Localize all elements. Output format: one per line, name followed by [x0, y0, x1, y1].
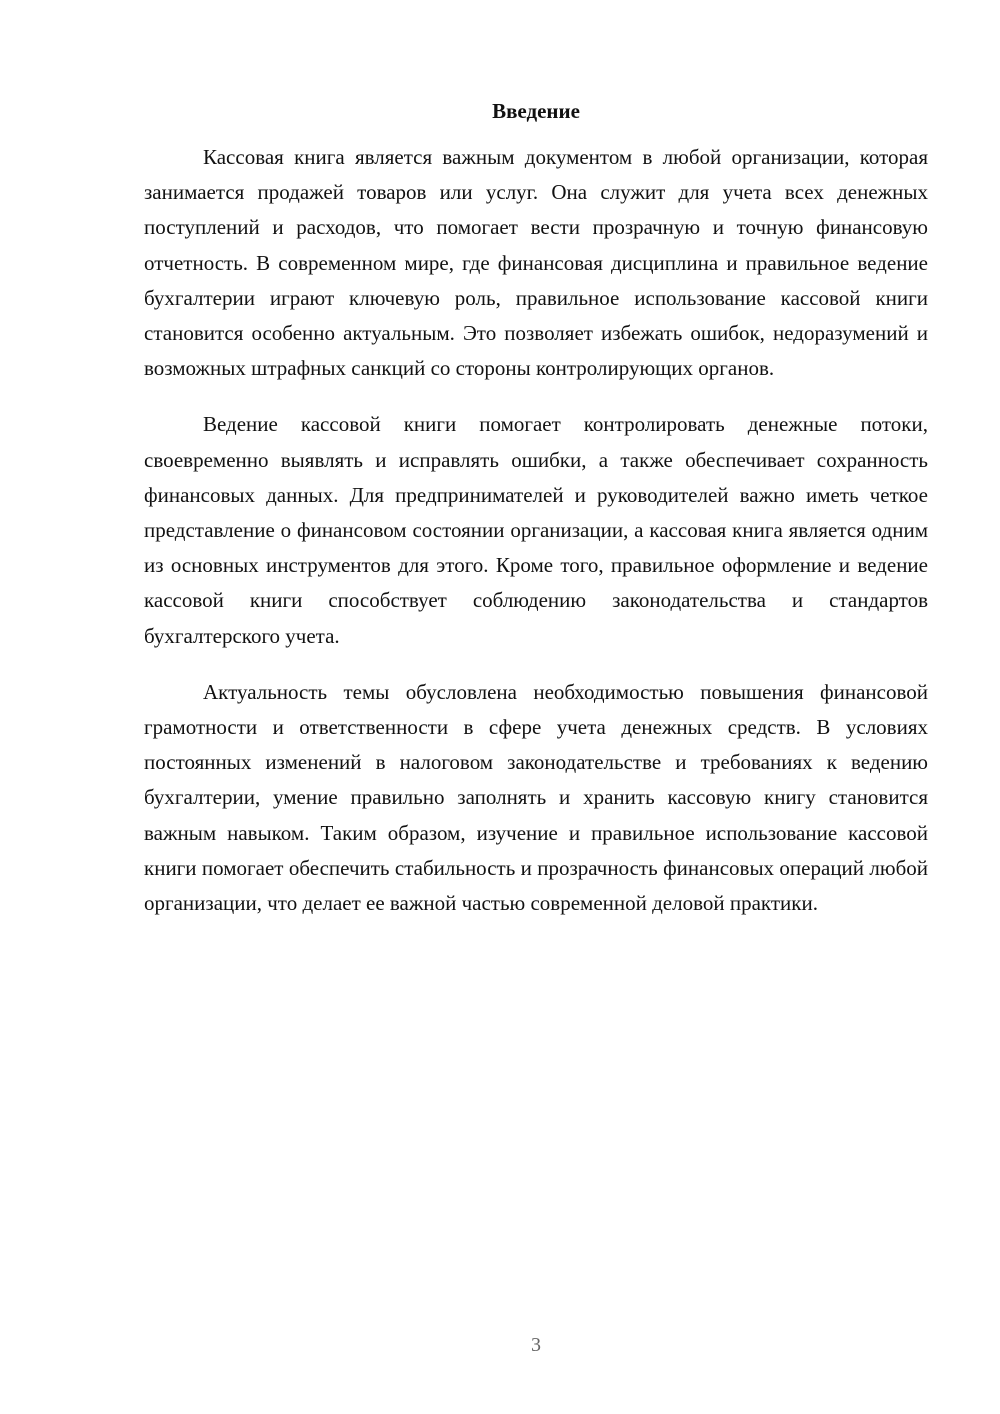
page-content [144, 96, 928, 942]
paragraph-2: Ведение кассовой книги помогает контролировать денежные потоки, своевременно выявлять и исправлять ошибки, а также обеспечивает сохранность финансовых данных. Для предпринимателей и руководителей важно иметь четкое представление о финансовом состоянии организации, а кассовая книга является одним из основных инструментов для этого. Кроме того, правильное оформление и ведение кассовой книги способствует соблюдению законодательства и стандартов бухгалтерского учета. [144, 412, 928, 648]
paragraph-3: Актуальность темы обусловлена необходимостью повышения финансовой грамотности и ответственности в сфере учета денежных средств. В условиях постоянных изменений в налоговом законодательстве и требованиях к ведению бухгалтерии, умение правильно заполнять и хранить кассовую книгу становится важным навыком. Таким образом, изучение и правильное использование кассовой книги помогает обеспечить стабильность и прозрачность финансовых операций любой организации, что делает ее важной частью современной деловой практики. [144, 679, 928, 916]
section-heading: Введение [492, 99, 580, 123]
paragraph-1: Кассовая книга является важным документом в любой организации, которая занимается продажей товаров или услуг. Она служит для учета всех денежных поступлений и расходов, что помогает вести прозрачную и точную финансовую отчетность. В современном мире, где финансовая дисциплина и правильное ведение бухгалтерии играют ключевую роль, правильное использование кассовой книги становится особенно актуальным. Это позволяет избежать ошибок, недоразумений и возможных штрафных санкций со стороны контролирующих органов. [144, 145, 928, 381]
page-number: 3 [531, 1334, 541, 1356]
